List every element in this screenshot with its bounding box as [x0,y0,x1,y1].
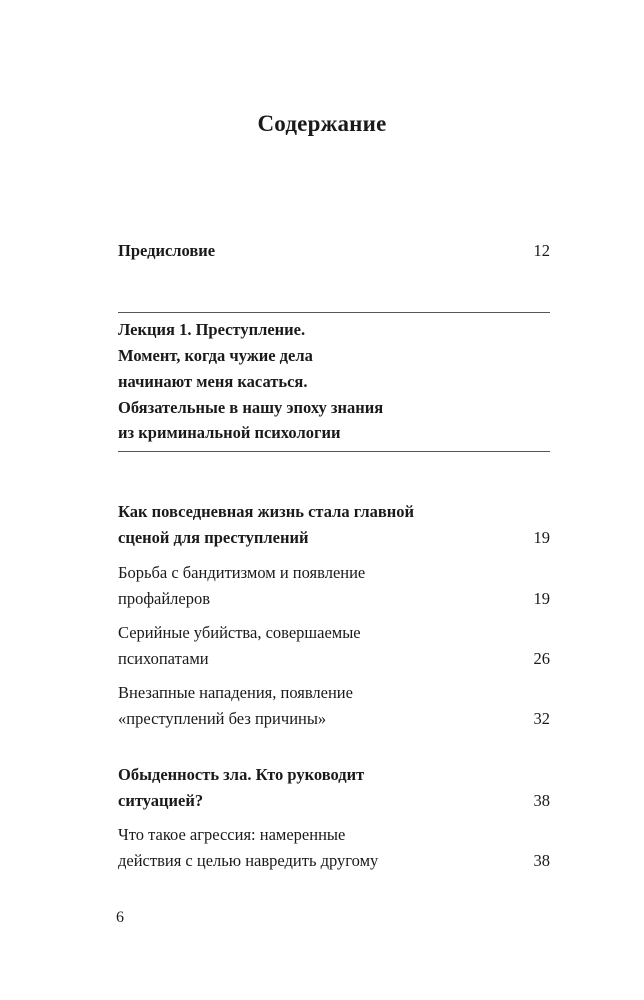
page-title: Содержание [257,111,387,136]
toc-entry-line[interactable]: Внезапные нападения, появление [118,683,353,702]
toc-entry-preface[interactable] [118,241,550,261]
toc-page-number: 26 [533,649,550,668]
toc-entry-label: сценой для преступлений [118,528,309,547]
lecture-heading-line: Лекция 1. Преступление. [118,320,306,339]
toc-page-number: 32 [533,709,550,728]
toc-entry-label: действия с целью навредить другому [118,851,379,870]
toc-page-number: 19 [533,589,550,608]
toc-page-number: 19 [533,528,550,547]
toc-entry-line[interactable]: Что такое агрессия: намеренные [118,825,346,844]
divider-top [118,312,550,313]
toc-entry-label: психопатами [118,649,209,668]
toc-page-number: 12 [533,241,550,260]
toc-entry-line[interactable]: Серийные убийства, совершаемые [118,623,361,642]
toc-entry[interactable] [118,851,550,871]
toc-entry[interactable] [118,791,550,811]
toc-entry-line[interactable]: Обыденность зла. Кто руководит [118,765,365,784]
lecture-heading-line: начинают меня касаться. [118,372,308,391]
toc-entry[interactable] [118,709,550,729]
toc-entry[interactable] [118,589,550,609]
toc-entry-label: профайлеров [118,589,211,608]
toc-page-number: 38 [533,851,550,870]
toc-entry-label: Предисловие [118,241,216,260]
toc-page-number: 38 [533,791,550,810]
toc-entry-line[interactable]: Борьба с бандитизмом и появление [118,563,366,582]
toc-entry-line[interactable]: Как повседневная жизнь стала главной [118,502,415,521]
toc-entry-label: «преступлений без причины» [118,709,327,728]
toc-entry[interactable] [118,528,550,548]
lecture-heading-line: из криминальной психологии [118,423,341,442]
lecture-heading-line: Обязательные в нашу эпоху знания [118,398,384,417]
toc-entry-label: ситуацией? [118,791,204,810]
divider-bottom [118,451,550,452]
lecture-heading-line: Момент, когда чужие дела [118,346,313,365]
page-number: 6 [116,909,124,926]
toc-entry[interactable] [118,649,550,669]
